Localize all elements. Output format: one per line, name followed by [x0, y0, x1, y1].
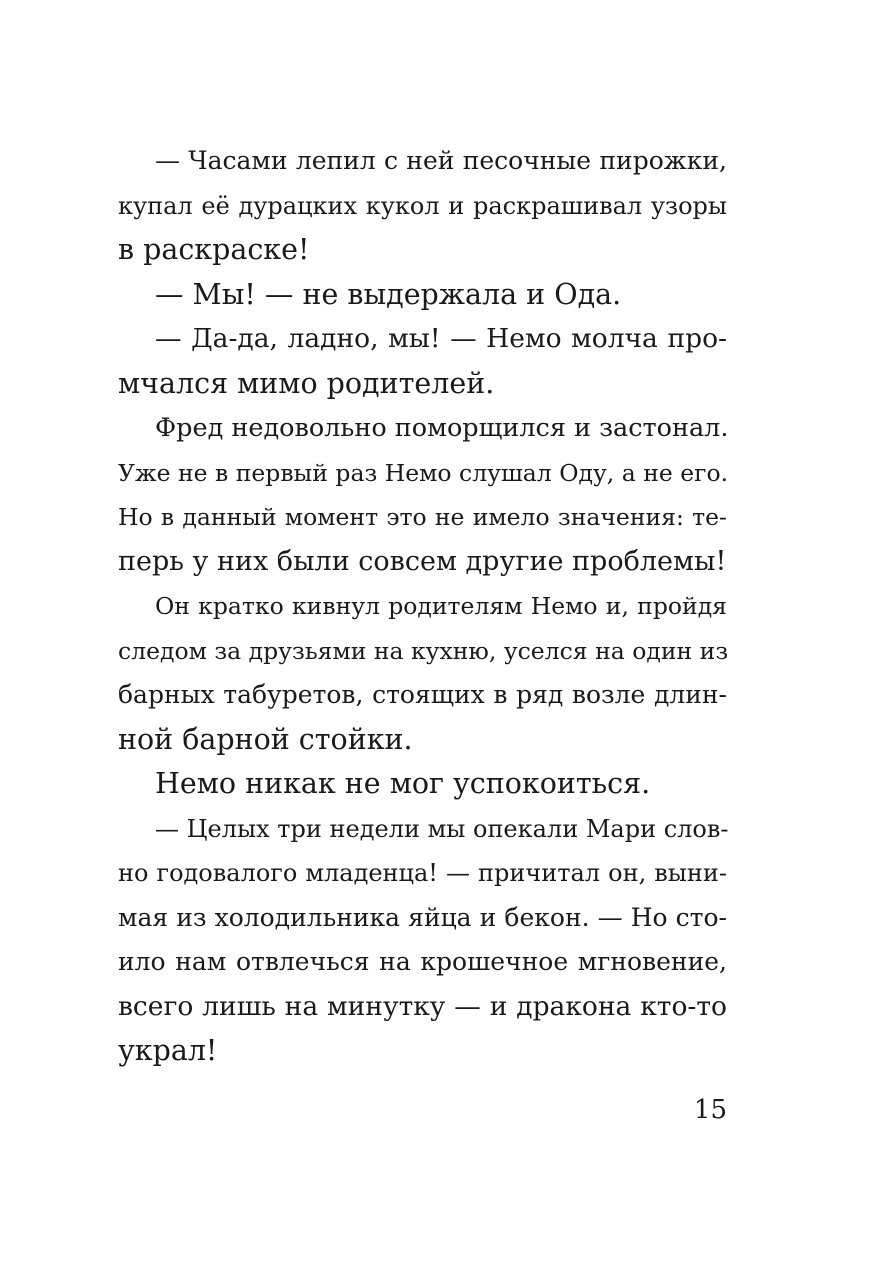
paragraph-3 [118, 317, 727, 406]
paragraph-2 [118, 273, 727, 318]
text-line: Но в данный момент это не имело значения: те- [118, 503, 727, 531]
text-line: — Целых три недели мы опекали Мари слов- [155, 814, 729, 843]
text-line: в раскраске! [118, 233, 310, 266]
body-text [118, 139, 727, 1074]
text-line: — Часами лепил с ней песочные пирожки, [155, 146, 727, 175]
text-line: ной барной стойки. [118, 722, 413, 756]
text-line: всего лишь на минутку — и дракона кто-то [118, 990, 727, 1022]
text-line: ило нам отвлечься на крошечное мгновение, [118, 947, 727, 976]
paragraph-1 [118, 139, 727, 273]
text-line: Фред недовольно поморщился и застонал. [155, 413, 729, 443]
text-line: купал её дурацких кукол и раскрашивал узоры [118, 191, 727, 220]
text-line: Он кратко кивнул родителям Немо и, пройдя [155, 592, 727, 620]
text-line: мчался мимо родителей. [118, 366, 495, 400]
text-line: — Да-да, ладно, мы! — Немо молча про- [155, 323, 727, 354]
text-line: перь у них были совсем другие проблемы! [118, 545, 727, 577]
text-line: — Мы! — не выдержала и Ода. [155, 277, 622, 311]
paragraph-4 [118, 406, 727, 584]
text-line: Немо никак не мог успокоиться. [155, 767, 651, 800]
paragraph-6 [118, 762, 727, 807]
text-line: украл! [118, 1034, 218, 1067]
text-line: следом за друзьями на кухню, уселся на один из [118, 636, 729, 665]
text-line: барных табуретов, стоящих в ряд возле длин- [118, 680, 727, 709]
paragraph-7 [118, 807, 727, 1074]
text-line: мая из холодильника яйца и бекон. — Но сто- [118, 902, 727, 932]
text-line: но годовалого младенца! — причитал он, выни- [118, 859, 727, 887]
text-line: Уже не в первый раз Немо слушал Оду, а не его. [118, 458, 729, 487]
page-number: 15 [693, 1095, 727, 1125]
paragraph-5 [118, 584, 727, 762]
